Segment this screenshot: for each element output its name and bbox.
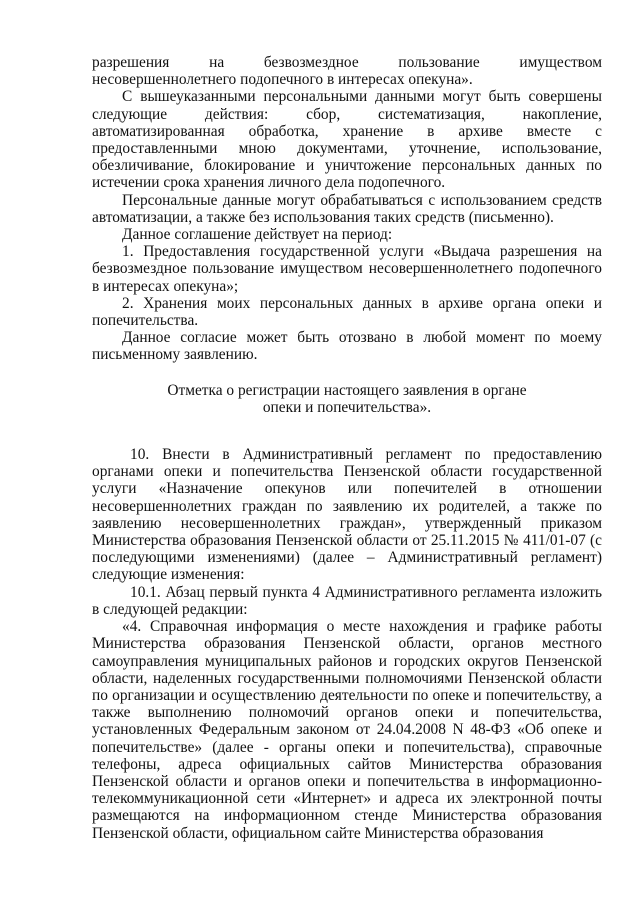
spacer [92, 364, 602, 382]
paragraph-actions: С вышеуказанными персональными данными могут быть совершены следующие действия: сбор, систематизация, накопление, автоматизированная обработка, хранение в архиве вместе с предоставленными мною документами, уточнение, использование, обезличивание, блокирование и уничтожение персональных данных по истечении срока хранения личного дела подопечного. [92, 88, 602, 192]
list-item-2: 2. Хранения моих персональных данных в архиве органа опеки и попечительства. [92, 294, 602, 330]
registration-mark-line-2: опеки и попечительства». [262, 398, 432, 416]
paragraph-period: Данное соглашение действует на период: [122, 226, 393, 244]
document-page [92, 54, 602, 842]
paragraph-processing: Персональные данные могут обрабатываться с использованием средств автоматизации, а также без использования таких средств (письменно). [92, 191, 602, 226]
paragraph-amendment-10-1: 10.1. Абзац первый пункта 4 Административного регламента изложить в следующей редакции: [92, 583, 602, 618]
registration-mark-line-1: Отметка о регистрации настоящего заявления в органе [167, 381, 527, 399]
paragraph-clause-4: «4. Справочная информация о месте нахождения и графике работы Министерства образования Пензенской области, органов местного самоуправления муниципальных районов и городских округов Пензенской области, наделенных государственными полномочиями Пензенской области по организации и осуществлению деятельности по опеке и попечительству, а также выполнению полномочий органов опеки и попечительства, установленных Федеральным законом от 24.04.2008 N 48-ФЗ «Об опеке и попечительстве» (далее - органы опеки и попечительства), справочные телефоны, адреса официальных сайтов Министерства образования Пензенской области и органов опеки и попечительства в информационно-телекоммуникационной сети «Интернет» и адреса их электронной почты размещаются на информационном стенде Министерства образования Пензенской области, официальном сайте Министерства образования [92, 618, 602, 842]
paragraph-revoke: Данное согласие может быть отозвано в любой момент по моему письменному заявлению. [92, 329, 602, 364]
paragraph-continuation: разрешения на безвозмездное пользование имуществом несовершеннолетнего подопечного в интересах опекуна». [92, 54, 602, 89]
paragraph-amendment-10: 10. Внести в Административный регламент по предоставлению органами опеки и попечительства Пензенской области государственной услуги «Назначение опекунов или попечителей в отношении несовершеннолетних граждан по заявлению их родителей, а также по заявлению несовершеннолетних граждан», утвержденный приказом Министерства образования Пензенской области от 25.11.2015 № 411/01-07 (с последующими изменениями) (далее – Административный регламент) следующие изменения: [92, 446, 602, 584]
spacer [92, 416, 602, 446]
list-item-1: 1. Предоставления государственной услуги «Выдача разрешения на безвозмездное пользование имуществом несовершеннолетнего подопечного в интересах опекуна»; [92, 243, 602, 295]
